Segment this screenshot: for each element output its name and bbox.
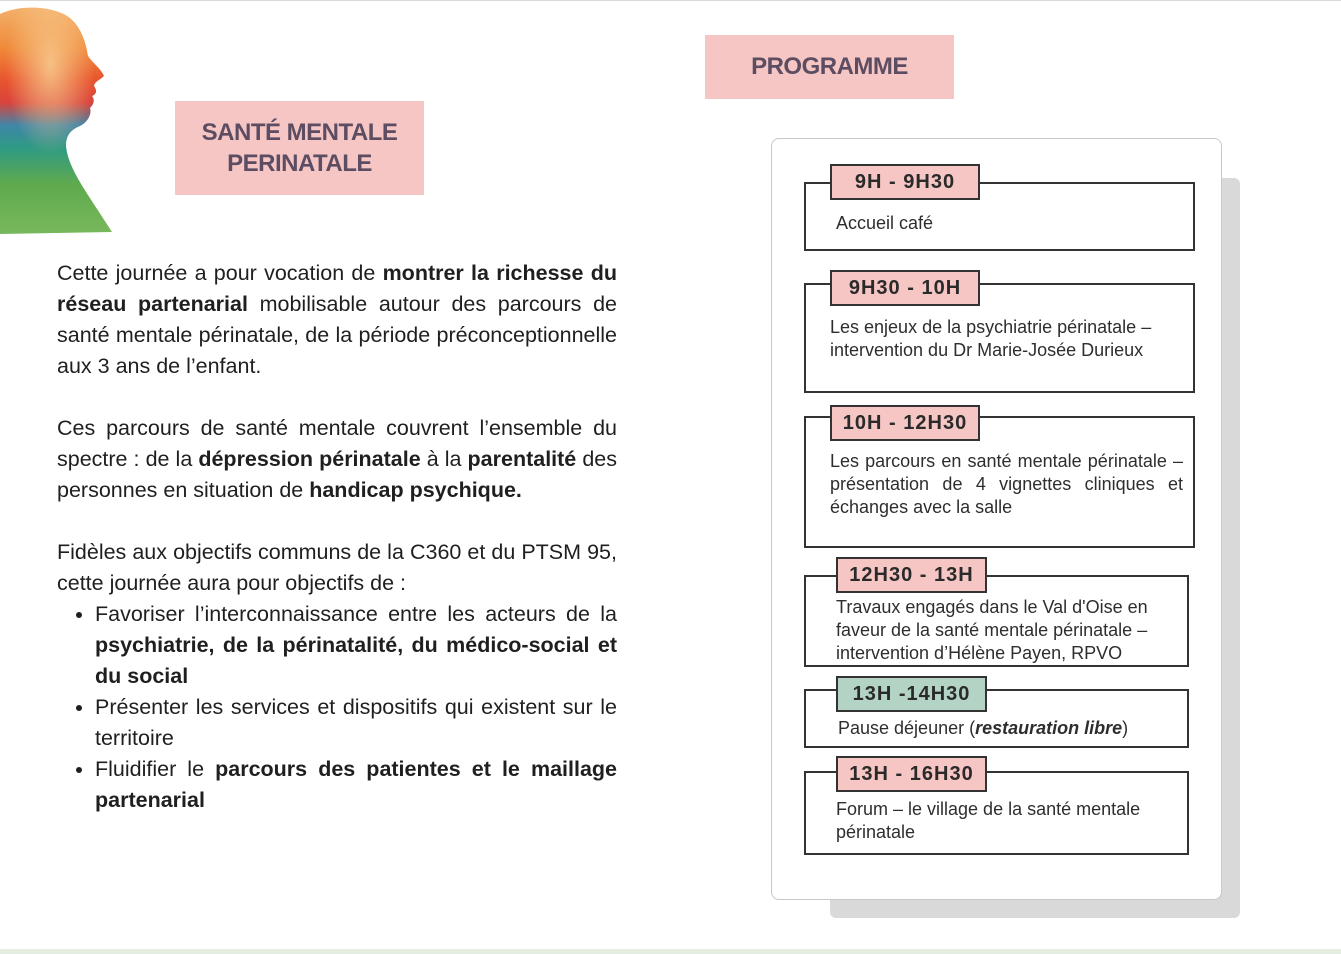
page-bottom-border — [0, 949, 1341, 954]
body-text-run: à la — [420, 447, 468, 471]
title-line-1: SANTÉ MENTALE — [201, 119, 398, 146]
emphasis-text: parcours des patientes et le maillage partenarial — [95, 757, 617, 812]
slot-description: Forum – le village de la santé mentale périnatale — [836, 799, 1141, 842]
emphasis-text: psychiatrie, de la périnatalité, du médico-social et du social — [95, 633, 617, 688]
slot-description: Les enjeux de la psychiatrie périnatale – intervention du Dr Marie-Josée Durieux — [830, 317, 1152, 360]
slot-description: Les parcours en santé mentale périnatale – présentation de 4 vignettes cliniques et échanges avec la salle — [830, 451, 1183, 517]
emphasis-text: handicap psychique. — [309, 478, 522, 502]
slot-time: 13H -14H30 — [836, 676, 987, 712]
title-line-2: PERINATALE — [227, 150, 372, 177]
page-top-border — [0, 0, 1341, 1]
body-text-run: Fluidifier le — [95, 757, 216, 781]
slot-description: Accueil café — [836, 213, 934, 233]
programme-heading: PROGRAMME — [705, 35, 954, 99]
slot-desc-post: ) — [1122, 718, 1129, 738]
objective-item — [95, 599, 617, 692]
emphasis-text: parentalité — [467, 447, 577, 471]
page-title — [175, 101, 424, 195]
body-text-run: Cette journée a pour vocation de — [57, 261, 383, 285]
objective-item — [95, 692, 617, 754]
body-text-run: Favoriser l’interconnaissance entre les acteurs de la — [95, 602, 617, 626]
slot-desc-pre: Pause déjeuner ( — [838, 718, 976, 738]
body-text-run: Ces parcours de santé mentale couvrent l’ensemble du spectre : de la — [57, 416, 617, 471]
body-text-run: Fidèles aux objectifs communs de la C360 et du PTSM 95, cette journée aura pour objectifs de : — [57, 540, 617, 595]
slot-time: 12H30 - 13H — [836, 557, 987, 593]
slot-time: 10H - 12H30 — [830, 405, 980, 441]
intro-paragraph-2 — [57, 413, 617, 506]
objective-item — [95, 754, 617, 816]
body-text-run: Présenter les services et dispositifs qui existent sur le territoire — [95, 695, 617, 750]
slot-description — [838, 717, 1183, 740]
slot-time: 13H - 16H30 — [836, 756, 987, 792]
slot-time: 9H - 9H30 — [830, 164, 980, 200]
slot-desc-bold: restauration libre — [975, 718, 1123, 738]
emphasis-text: dépression périnatale — [198, 447, 421, 471]
emphasis-text: montrer la richesse du réseau partenarial — [57, 261, 617, 316]
intro-paragraph-3 — [57, 537, 617, 599]
intro-paragraph-1 — [57, 258, 617, 382]
body-text-run: des personnes en situation de — [57, 447, 617, 502]
intro-text — [57, 258, 617, 816]
objectives-list — [57, 599, 617, 816]
slot-time: 9H30 - 10H — [830, 270, 980, 306]
body-text-run: mobilisable autour des parcours de santé mentale périnatale, de la période préconceptionnelle aux 3 ans de l’enfant. — [57, 292, 617, 378]
slot-description: Travaux engagés dans le Val d'Oise en faveur de la santé mentale périnatale – intervention d’Hélène Payen, RPVO — [836, 597, 1148, 663]
watercolor-head-illustration — [0, 4, 118, 234]
